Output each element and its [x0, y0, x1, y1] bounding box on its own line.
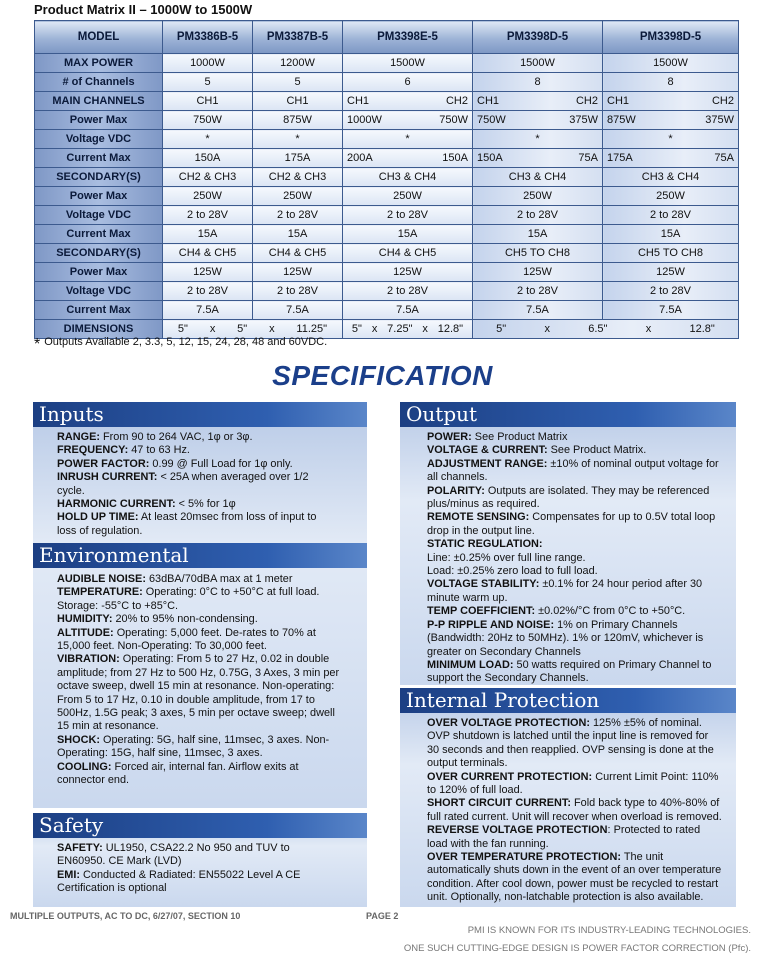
dimension-part: x: [371, 323, 378, 335]
spec-value: Outputs are isolated. They may be referenced plus/minus as required.: [427, 484, 710, 511]
cell-value: CH2: [445, 95, 468, 107]
spec-key: INRUSH CURRENT:: [57, 471, 158, 484]
row-label: Power Max: [35, 263, 163, 282]
table-cell: *: [343, 130, 473, 149]
table-cell: 125W: [253, 263, 343, 282]
table-cell: *: [473, 130, 603, 149]
spec-key: OVER TEMPERATURE PROTECTION:: [427, 851, 622, 864]
cell-value: 1000W: [347, 114, 382, 126]
spec-item: [427, 552, 722, 565]
row-label: SECONDARY(S): [35, 168, 163, 187]
spec-value: 47 to 63 Hz.: [128, 444, 190, 457]
row-label: Power Max: [35, 111, 163, 130]
spec-item: [427, 578, 722, 605]
spec-item: [57, 511, 327, 538]
dimension-part: 7.25": [387, 323, 413, 335]
split-cell: [603, 152, 738, 164]
cell-value: CH1: [477, 95, 500, 107]
row-label: Current Max: [35, 225, 163, 244]
table-cell: 2 to 28V: [163, 206, 253, 225]
header-model-2: PM3387B-5: [253, 21, 343, 54]
split-cell: [603, 95, 738, 107]
spec-value: See Product Matrix.: [547, 444, 647, 457]
table-cell: CH4 & CH5: [343, 244, 473, 263]
spec-key: HUMIDITY:: [57, 613, 113, 626]
row-label: SECONDARY(S): [35, 244, 163, 263]
spec-value: From 90 to 264 VAC, 1φ or 3φ.: [99, 431, 253, 443]
table-cell: 15A: [163, 225, 253, 244]
cell-value: 175A: [607, 152, 633, 164]
table-cell: 250W: [253, 187, 343, 206]
table-cell: 2 to 28V: [603, 206, 739, 225]
table-cell: 8: [473, 73, 603, 92]
footer-tagline-2: ONE SUCH CUTTING-EDGE DESIGN IS POWER FACTOR CORRECTION (Pfc).: [403, 943, 751, 954]
table-cell: 2 to 28V: [253, 282, 343, 301]
environmental-body: [57, 573, 342, 788]
cell-value: 750W: [477, 114, 506, 126]
table-cell: 6: [343, 73, 473, 92]
section-header-internal-protection: Internal Protection: [400, 688, 736, 713]
spec-key: TEMPERATURE:: [57, 586, 143, 599]
cell-value: 750W: [439, 114, 468, 126]
table-cell: 125W: [163, 263, 253, 282]
table-cell: 125W: [473, 263, 603, 282]
section-header-safety: Safety: [33, 813, 367, 838]
cell-value: CH1: [607, 95, 630, 107]
protection-body: [427, 717, 722, 905]
spec-key: EMI:: [57, 868, 80, 881]
split-cell: [343, 152, 472, 164]
spec-value: Conducted & Radiated: EN55022 Level A CE Certification is optional: [57, 868, 301, 895]
row-label: # of Channels: [35, 73, 163, 92]
spec-key: SHOCK:: [57, 733, 100, 746]
spec-item: [57, 431, 327, 444]
spec-item: [427, 538, 722, 551]
spec-item: [57, 586, 342, 613]
table-row: [35, 73, 739, 92]
split-cell: [473, 152, 602, 164]
dimension-part: x: [544, 323, 550, 335]
table-cell: 125W: [343, 263, 473, 282]
table-cell: [343, 111, 473, 130]
table-cell: 5: [163, 73, 253, 92]
table-row: [35, 187, 739, 206]
table-cell: 2 to 28V: [343, 282, 473, 301]
row-label: Voltage VDC: [35, 130, 163, 149]
row-label: Voltage VDC: [35, 206, 163, 225]
spec-value: 20% to 95% non-condensing.: [112, 613, 258, 626]
dimension-part: 6.5": [588, 323, 608, 335]
table-row: [35, 130, 739, 149]
spec-item: [57, 627, 342, 654]
dimension-part: 5": [496, 323, 507, 335]
dimension-part: 5": [237, 323, 248, 335]
table-cell: *: [253, 130, 343, 149]
spec-value: 125% ±5% of nominal. OVP shutdown is latched until the input line is removed for 30 seconds and then reapplied. OVP sensing is done at the output terminals.: [427, 717, 714, 770]
dimension-part: 12.8": [689, 323, 715, 335]
spec-value: 50 watts required on Primary Channel to support the Secondary Channels.: [427, 658, 712, 685]
spec-item: [57, 613, 342, 626]
table-row: [35, 282, 739, 301]
table-cell: 2 to 28V: [343, 206, 473, 225]
table-cell: [603, 111, 739, 130]
spec-item: [427, 797, 722, 824]
footer-tagline-1: PMI IS KNOWN FOR ITS INDUSTRY-LEADING TECHNOLOGIES.: [467, 925, 751, 936]
spec-key: REMOTE SENSING:: [427, 511, 530, 524]
table-header-row: [35, 21, 739, 54]
spec-value: At least 20msec from loss of input to loss of regulation.: [57, 511, 317, 537]
dimension-part: x: [645, 323, 652, 335]
spec-key: OVER VOLTAGE PROTECTION:: [427, 717, 590, 729]
spec-value: Operating: From 5 to 27 Hz, 0.02 in double amplitude; from 27 Hz to 500 Hz, 0.75G, 3 Axes, 3 min per octave sweep, dwell 15 min at resonance. Non-operating: From 5 to 17 Hz, 0.10 in double amplitude, from 17 to 500Hz, 1.5G peak; 3 axes, 5 min per octave sweep; dwell 15 min at resonance.: [57, 653, 340, 733]
spec-key: POWER FACTOR:: [57, 457, 150, 470]
row-label: DIMENSIONS: [35, 320, 163, 339]
dimensions-values: [163, 323, 342, 335]
spec-item: [427, 824, 722, 851]
note-text: Outputs Available 2, 3.3, 5, 12, 15, 24, 28, 48 and 60VDC.: [44, 336, 328, 348]
dimensions-values: [343, 323, 472, 335]
spec-item: [57, 573, 342, 586]
spec-value: Fold back type to 40%-80% of full rated current. Unit will recover when overload is removed.: [427, 797, 722, 823]
spec-key: VOLTAGE STABILITY:: [427, 578, 540, 591]
table-cell: 5: [253, 73, 343, 92]
spec-key: MINIMUM LOAD:: [427, 658, 514, 671]
section-header-inputs: Inputs: [33, 402, 367, 427]
cell-value: 875W: [607, 114, 636, 126]
table-cell: CH5 TO CH8: [603, 244, 739, 263]
spec-item: [427, 771, 722, 798]
spec-item: [427, 619, 722, 659]
table-cell: 150A: [163, 149, 253, 168]
table-cell: 250W: [343, 187, 473, 206]
dimensions-cell: [473, 320, 739, 339]
table-cell: 7.5A: [473, 301, 603, 320]
table-row: [35, 225, 739, 244]
table-cell: *: [603, 130, 739, 149]
table-row: [35, 54, 739, 73]
table-cell: [343, 149, 473, 168]
table-row: [35, 301, 739, 320]
spec-value: Operating: 0°C to +50°C at full load. Storage: -55°C to +85°C.: [57, 586, 320, 612]
spec-key: AUDIBLE NOISE:: [57, 573, 146, 585]
table-row: [35, 111, 739, 130]
product-matrix-table: [34, 20, 739, 339]
dimensions-values: [473, 323, 738, 335]
split-cell: [473, 114, 602, 126]
dimension-part: 5": [177, 323, 188, 335]
spec-key: VIBRATION:: [57, 653, 120, 666]
spec-item: [427, 659, 722, 686]
row-label: MAIN CHANNELS: [35, 92, 163, 111]
dimension-part: 5": [351, 323, 362, 335]
table-cell: 2 to 28V: [473, 282, 603, 301]
table-row: [35, 263, 739, 282]
table-cell: CH5 TO CH8: [473, 244, 603, 263]
table-cell: [603, 149, 739, 168]
row-label: Power Max: [35, 187, 163, 206]
table-cell: CH3 & CH4: [603, 168, 739, 187]
spec-value: The unit automatically shuts down in the event of an over temperature condition. After cool down, power must be recycled to restart unit. Optionally, non-latchable protection is also available.: [427, 851, 722, 904]
note-asterisk: *: [34, 336, 41, 353]
table-cell: 7.5A: [343, 301, 473, 320]
section-header-environmental: Environmental: [33, 543, 367, 568]
spec-item: [427, 458, 722, 485]
matrix-title: Product Matrix II – 1000W to 1500W: [34, 2, 253, 17]
spec-key: P-P RIPPLE AND NOISE:: [427, 618, 555, 631]
spec-value: < 25A when averaged over 1/2 cycle.: [57, 471, 309, 497]
dimensions-cell: [343, 320, 473, 339]
cell-value: 75A: [578, 152, 598, 164]
spec-key: TEMP COEFFICIENT:: [427, 605, 536, 618]
table-cell: CH2 & CH3: [253, 168, 343, 187]
table-cell: 2 to 28V: [473, 206, 603, 225]
spec-item: [57, 869, 317, 896]
spec-key: POWER:: [427, 431, 472, 443]
table-cell: [603, 92, 739, 111]
spec-value: UL1950, CSA22.2 No 950 and TUV to EN60950. CE Mark (LVD): [57, 842, 290, 868]
spec-value: Load: ±0.25% zero load to full load.: [427, 565, 598, 578]
header-model-4: PM3398D-5: [473, 21, 603, 54]
table-cell: CH2 & CH3: [163, 168, 253, 187]
spec-key: POLARITY:: [427, 484, 485, 497]
row-label: Voltage VDC: [35, 282, 163, 301]
header-model-1: PM3386B-5: [163, 21, 253, 54]
spec-value: 0.99 @ Full Load for 1φ only.: [149, 457, 293, 470]
split-cell: [603, 114, 738, 126]
spec-key: ADJUSTMENT RANGE:: [427, 457, 548, 470]
table-cell: 1000W: [163, 54, 253, 73]
table-cell: 2 to 28V: [253, 206, 343, 225]
table-cell: 15A: [343, 225, 473, 244]
header-model-5: PM3398D-5: [603, 21, 739, 54]
spec-key: HOLD UP TIME:: [57, 511, 139, 524]
table-cell: 7.5A: [603, 301, 739, 320]
table-cell: 15A: [603, 225, 739, 244]
split-cell: [473, 95, 602, 107]
row-label: MAX POWER: [35, 54, 163, 73]
table-row: [35, 244, 739, 263]
spec-value: < 5% for 1φ: [175, 498, 236, 511]
cell-value: 150A: [442, 152, 468, 164]
spec-item: [427, 485, 722, 512]
table-cell: 250W: [473, 187, 603, 206]
table-cell: 750W: [163, 111, 253, 130]
table-cell: [473, 149, 603, 168]
dimension-part: x: [422, 323, 428, 335]
split-cell: [343, 114, 472, 126]
spec-key: OVER CURRENT PROTECTION:: [427, 770, 593, 783]
spec-value: ±10% of nominal output voltage for all channels.: [427, 457, 719, 484]
table-cell: [473, 92, 603, 111]
spec-item: [427, 444, 722, 457]
table-row: [35, 92, 739, 111]
inputs-body: [57, 431, 327, 538]
spec-item: [57, 498, 327, 511]
outputs-note: [34, 336, 327, 354]
dimension-part: 12.8": [437, 323, 464, 335]
table-row: [35, 206, 739, 225]
spec-key: ALTITUDE:: [57, 626, 114, 639]
table-cell: 875W: [253, 111, 343, 130]
spec-value: 1% on Primary Channels (Bandwidth: 20Hz to 50MHz). 1% or 120mV, whichever is greater on Secondary Channels: [427, 618, 704, 658]
spec-value: : Protected to rated load with the fan running.: [427, 824, 701, 850]
dimension-part: 11.25": [296, 323, 328, 335]
table-row: [35, 149, 739, 168]
spec-item: [427, 605, 722, 618]
table-cell: 250W: [163, 187, 253, 206]
spec-value: Operating: 5G, half sine, 11msec, 3 axes. Non-Operating: 15G, half sine, 11msec, 3 axes.: [57, 733, 330, 760]
table-row: [35, 168, 739, 187]
cell-value: CH1: [347, 95, 370, 107]
cell-value: 375W: [569, 114, 598, 126]
spec-key: REVERSE VOLTAGE PROTECTION: [427, 824, 608, 837]
table-cell: 7.5A: [253, 301, 343, 320]
spec-value: 63dBA/70dBA max at 1 meter: [145, 573, 293, 585]
table-cell: 1200W: [253, 54, 343, 73]
table-cell: 250W: [603, 187, 739, 206]
cell-value: CH2: [711, 95, 734, 107]
spec-value: ±0.02%/°C from 0°C to +50°C.: [535, 605, 686, 618]
table-cell: CH1: [253, 92, 343, 111]
table-cell: CH4 & CH5: [163, 244, 253, 263]
dimension-part: x: [269, 323, 275, 335]
spec-value: Forced air, internal fan. Airflow exits at connector end.: [57, 760, 299, 787]
table-cell: 2 to 28V: [163, 282, 253, 301]
spec-item: [57, 458, 327, 471]
footer-section-info: MULTIPLE OUTPUTS, AC TO DC, 6/27/07, SECTION 10: [10, 911, 241, 921]
cell-value: 75A: [714, 152, 734, 164]
spec-key: SHORT CIRCUIT CURRENT:: [427, 797, 571, 810]
header-model: MODEL: [35, 21, 163, 54]
table-cell: CH3 & CH4: [473, 168, 603, 187]
spec-item: [427, 431, 722, 444]
spec-key: FREQUENCY:: [57, 444, 129, 457]
spec-value: Operating: 5,000 feet. De-rates to 70% at 15,000 feet. Non-Operating: To 30,000 feet.: [57, 626, 316, 653]
spec-item: [427, 565, 722, 578]
table-cell: *: [163, 130, 253, 149]
spec-value: Compensates for up to 0.5V total loop drop in the output line.: [427, 511, 716, 537]
table-cell: 125W: [603, 263, 739, 282]
spec-value: Current Limit Point: 110% to 120% of full load.: [427, 770, 719, 797]
table-cell: 1500W: [473, 54, 603, 73]
table-cell: 1500W: [603, 54, 739, 73]
spec-item: [427, 717, 722, 771]
spec-value: See Product Matrix: [471, 431, 568, 443]
spec-value: Line: ±0.25% over full line range.: [427, 551, 586, 564]
table-cell: 2 to 28V: [603, 282, 739, 301]
table-cell: 15A: [253, 225, 343, 244]
section-header-output: Output: [400, 402, 736, 427]
footer-page-number: PAGE 2: [366, 911, 399, 921]
spec-item: [57, 471, 327, 498]
spec-key: SAFETY:: [57, 842, 103, 854]
table-cell: 15A: [473, 225, 603, 244]
row-label: Current Max: [35, 301, 163, 320]
output-body: [427, 431, 722, 686]
spec-key: RANGE:: [57, 431, 100, 443]
table-cell: [343, 92, 473, 111]
table-cell: CH4 & CH5: [253, 244, 343, 263]
spec-item: [57, 761, 342, 788]
split-cell: [343, 95, 472, 107]
spec-key: HARMONIC CURRENT:: [57, 498, 176, 511]
table-cell: 1500W: [343, 54, 473, 73]
spec-key: VOLTAGE & CURRENT:: [427, 444, 548, 457]
table-cell: CH3 & CH4: [343, 168, 473, 187]
table-cell: 8: [603, 73, 739, 92]
specification-heading: SPECIFICATION: [272, 360, 493, 391]
spec-item: [57, 444, 327, 457]
table-cell: [473, 111, 603, 130]
safety-body: [57, 842, 317, 896]
spec-item: [427, 851, 722, 905]
dimension-part: x: [209, 323, 216, 335]
table-cell: CH1: [163, 92, 253, 111]
cell-value: 200A: [347, 152, 373, 164]
header-model-3: PM3398E-5: [343, 21, 473, 54]
cell-value: CH2: [575, 95, 598, 107]
spec-key: COOLING:: [57, 760, 112, 773]
spec-item: [57, 653, 342, 733]
spec-item: [57, 734, 342, 761]
spec-item: [427, 511, 722, 538]
spec-item: [57, 842, 317, 869]
table-cell: 175A: [253, 149, 343, 168]
cell-value: 375W: [705, 114, 734, 126]
spec-value: ±0.1% for 24 hour period after 30 minute warm up.: [427, 578, 703, 604]
row-label: Current Max: [35, 149, 163, 168]
spec-key: STATIC REGULATION:: [427, 538, 543, 551]
table-cell: 7.5A: [163, 301, 253, 320]
cell-value: 150A: [477, 152, 503, 164]
